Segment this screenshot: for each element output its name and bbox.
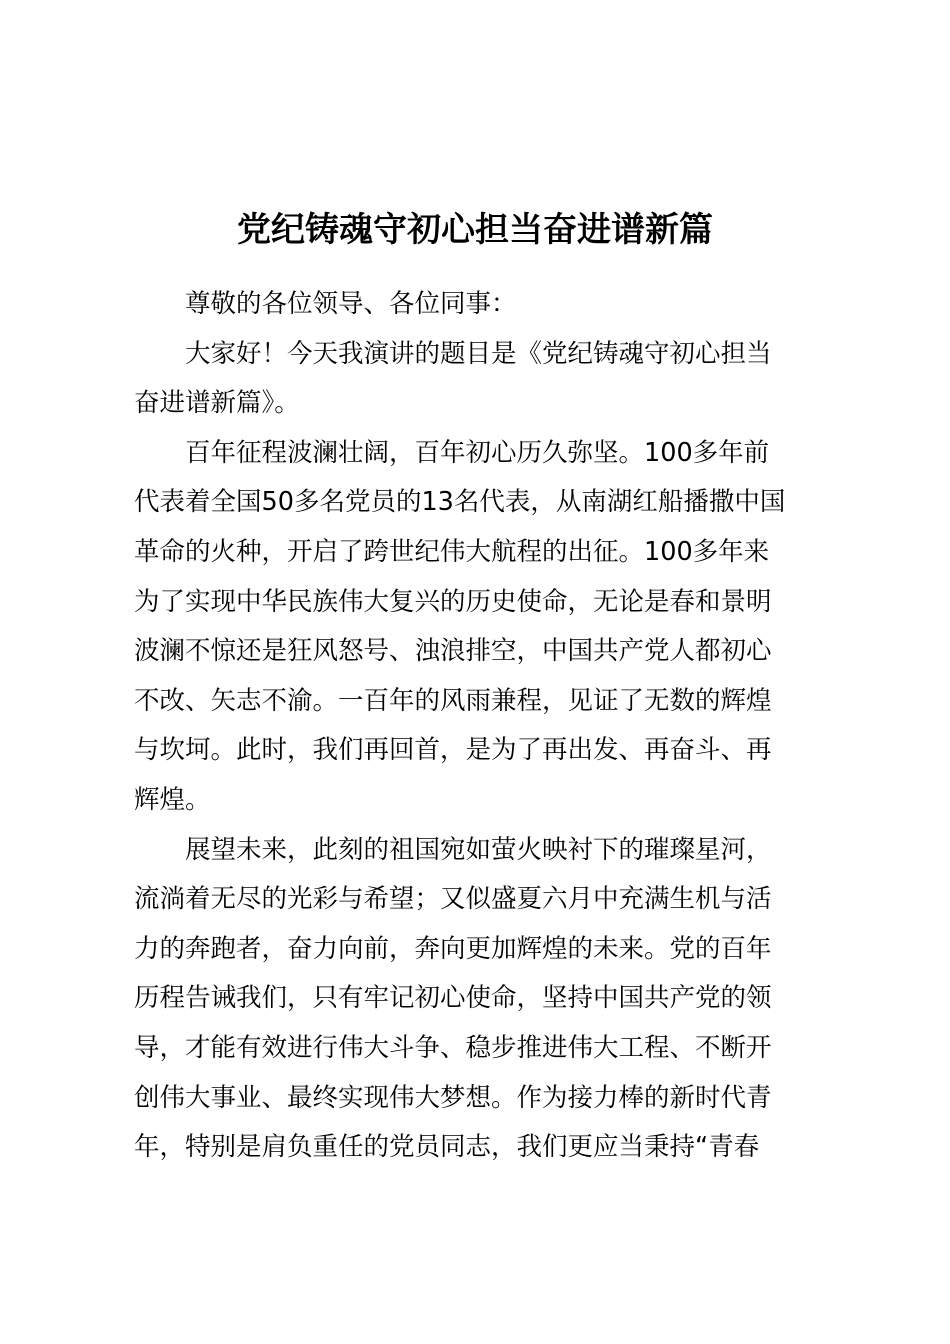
paragraph-1 [134,330,846,429]
paragraph-line: 不改、矢志不渝。一百年的风雨兼程，见证了无数的辉煌 [134,685,772,716]
paragraph-line: 革命的火种，开启了跨世纪伟大航程的出征。100多年来 [134,536,770,567]
paragraph-line: 历程告诫我们，只有牢记初心使命，坚持中国共产党的领 [134,983,772,1014]
paragraph-line: 代表着全国50多名党员的13名代表，从南湖红船播撒中国 [134,487,786,518]
document-body [134,280,846,1173]
paragraph-line: 导，才能有效进行伟大斗争、稳步推进伟大工程、不断开 [134,1032,772,1063]
paragraph-line: 与坎坷。此时，我们再回首，是为了再出发、再奋斗、再 [134,735,772,766]
paragraph-2 [134,429,846,826]
paragraph-line: 大家好！今天我演讲的题目是《党纪铸魂守初心担当 [185,338,772,369]
paragraph-3 [134,826,846,1173]
paragraph-line: 创伟大事业、最终实现伟大梦想。作为接力棒的新时代青 [134,1082,772,1113]
greeting-line: 尊敬的各位领导、各位同事： [185,289,517,319]
paragraph-line: 波澜不惊还是狂风怒号、浊浪排空，中国共产党人都初心 [134,636,772,667]
document-title: 党纪铸魂守初心担当奋进谱新篇 [237,210,713,250]
paragraph-line: 为了实现中华民族伟大复兴的历史使命，无论是春和景明 [134,586,772,617]
paragraph-line: 年，特别是肩负重任的党员同志，我们更应当秉持“青春 [134,1132,760,1163]
paragraph-line: 力的奔跑者，奋力向前，奔向更加辉煌的未来。党的百年 [134,933,772,964]
paragraph-line: 奋进谱新篇》。 [134,388,300,419]
paragraph-line: 流淌着无尽的光彩与希望；又似盛夏六月中充满生机与活 [134,884,772,915]
paragraph-line: 辉煌。 [134,784,211,815]
paragraph-line: 展望未来，此刻的祖国宛如萤火映衬下的璀璨星河， [185,834,772,865]
paragraph-line: 百年征程波澜壮阔，百年初心历久弥坚。100多年前 [185,437,770,468]
